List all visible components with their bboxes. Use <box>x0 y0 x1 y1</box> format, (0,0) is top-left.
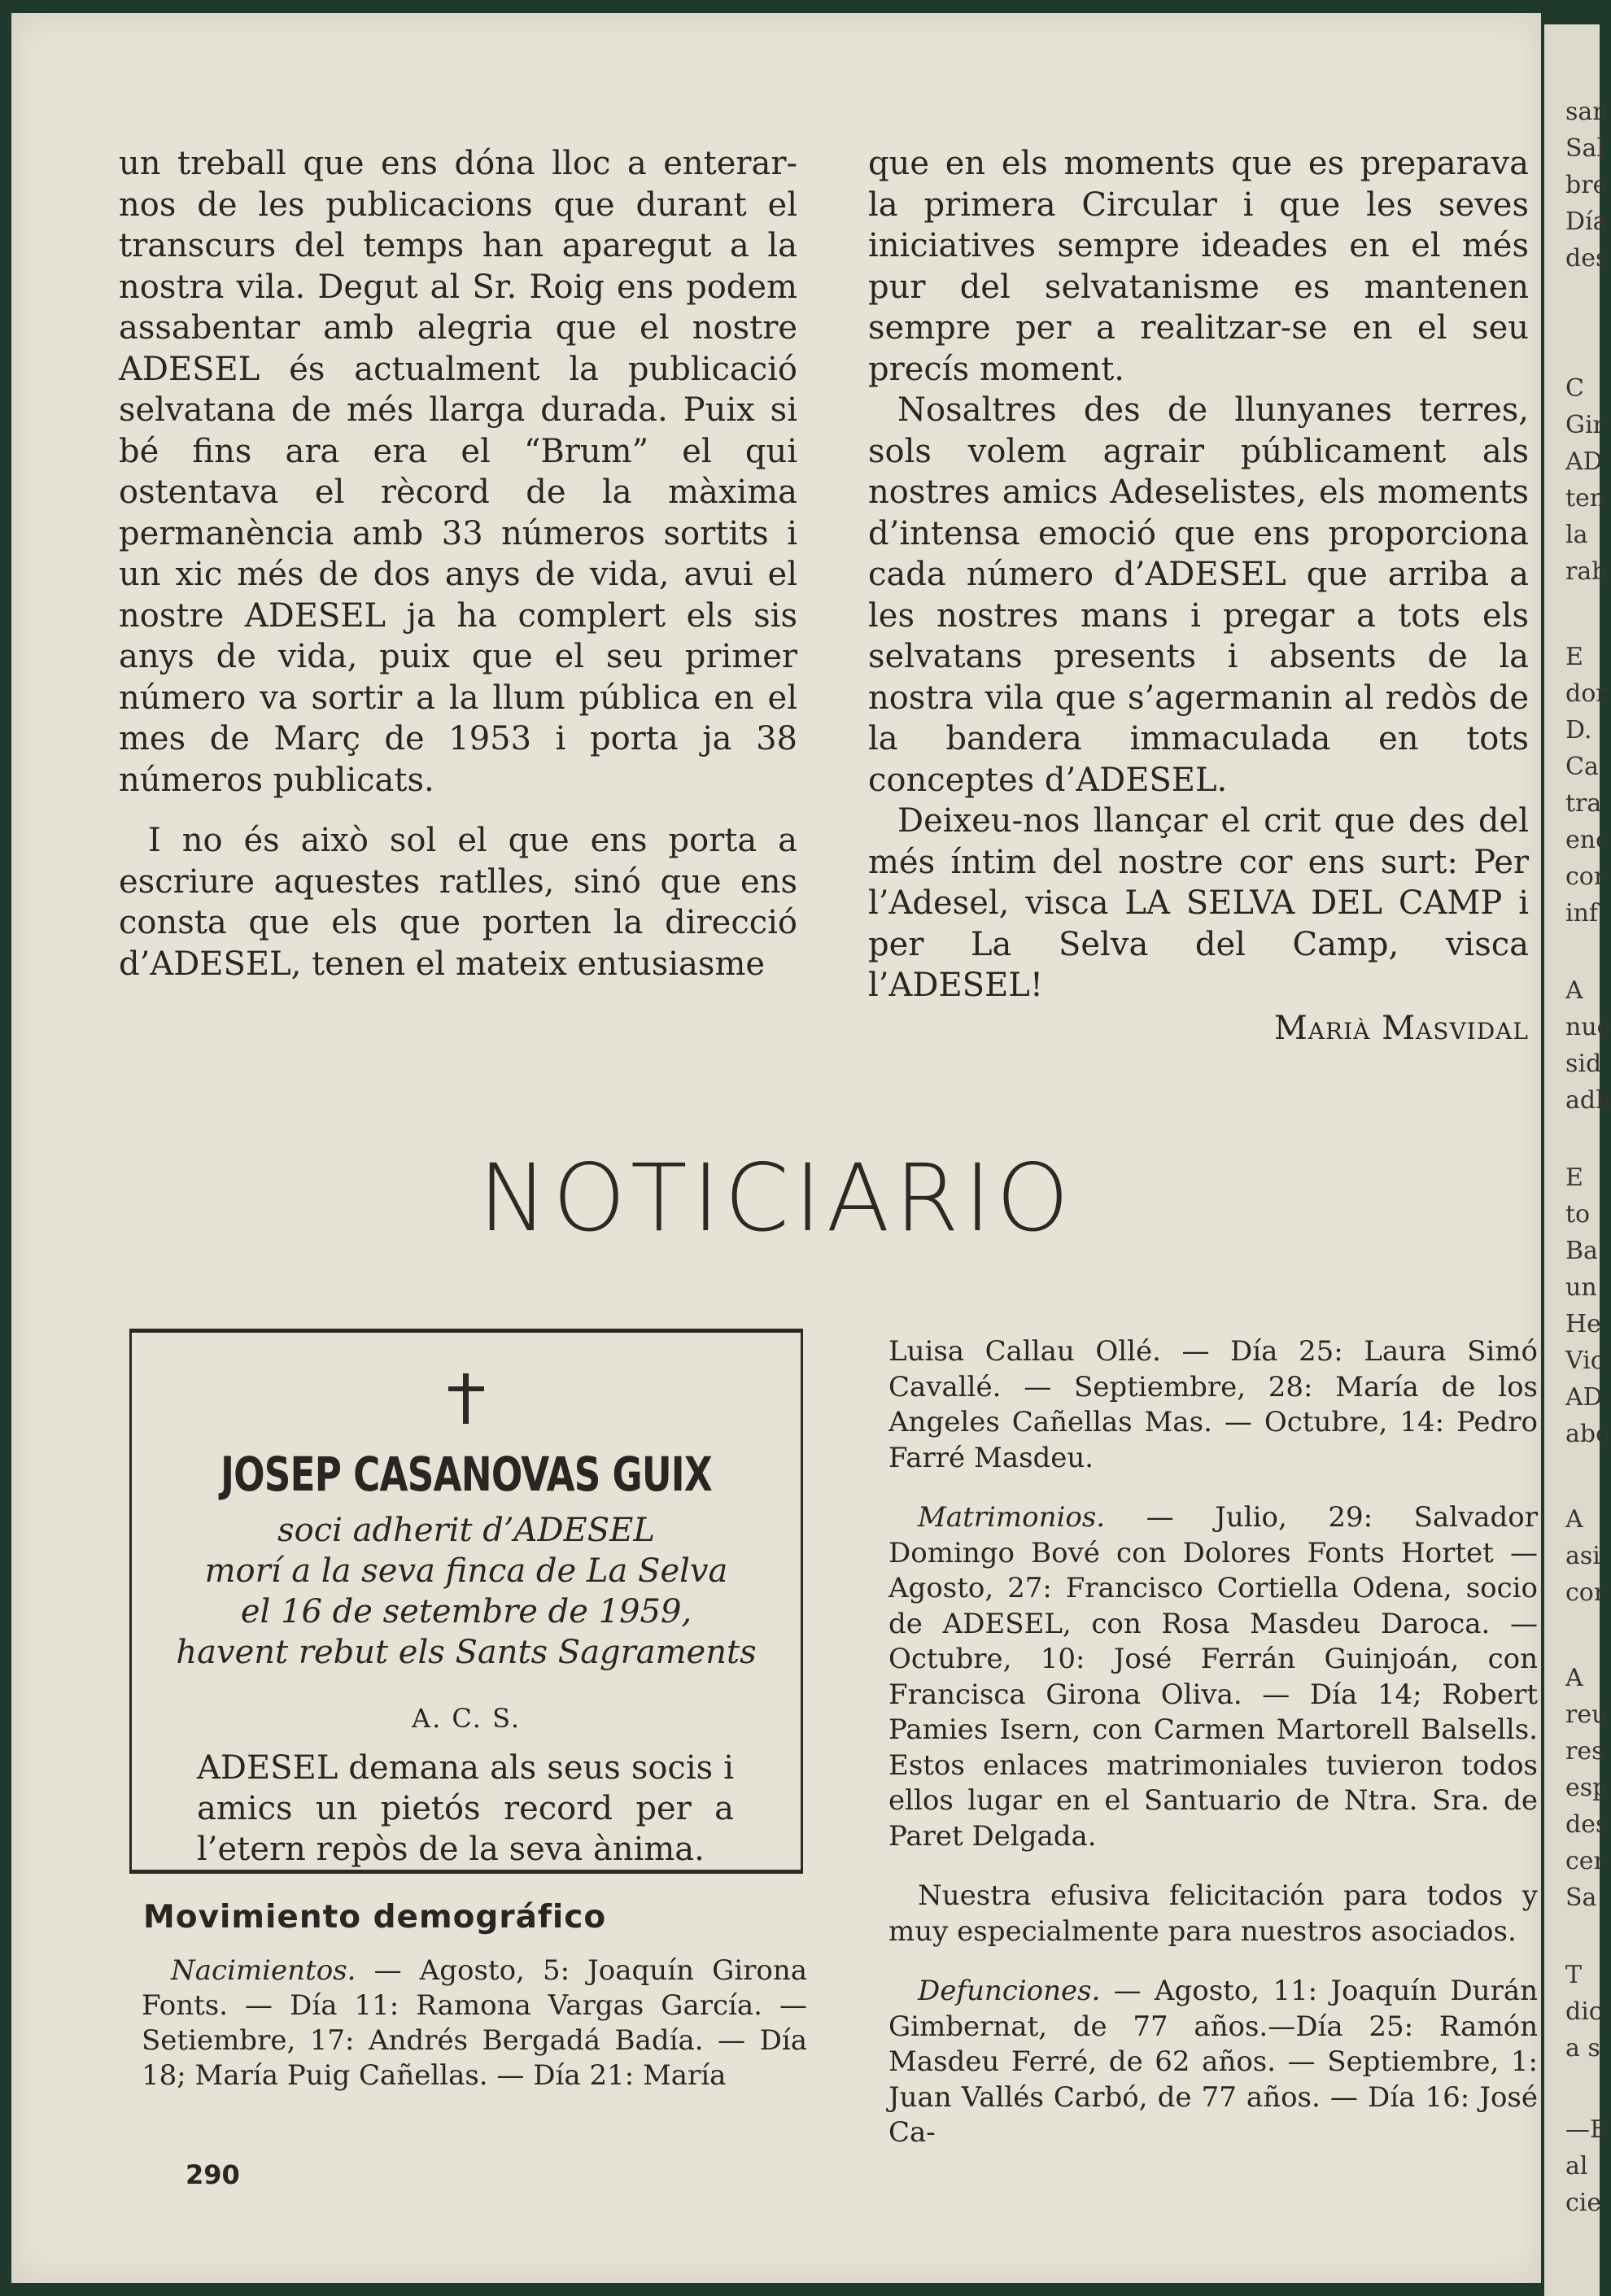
adjacent-page-text-fragment: to <box>1565 1200 1591 1229</box>
adjacent-page-text-fragment: des <box>1565 1810 1609 1839</box>
adjacent-page-text-fragment: AD <box>1565 1383 1603 1412</box>
adjacent-page-text-fragment: —E <box>1565 2115 1608 2144</box>
article-column-left <box>119 143 797 984</box>
adjacent-page-text-fragment: E <box>1565 643 1583 671</box>
obituary-request: ADESEL demana als seus socis i amics un pietós record per a l’etern repòs de la seva ànima. <box>197 1749 734 1868</box>
obituary-line: morí a la seva finca de La Selva <box>204 1552 728 1590</box>
obituary-text <box>132 1510 801 1673</box>
deaths-text: — Agosto, 11: Joaquín Durán Gimbernat, de 77 años.—Día 25: Ramón Masdeu Ferré, de 62 años. — Septiembre, 1: Juan Vallés Carbó, de 77 años. — Día 16: José Ca- <box>888 1975 1538 2149</box>
adjacent-page-text-fragment: tra <box>1565 789 1602 818</box>
adjacent-page-text-fragment: a s <box>1565 2034 1600 2062</box>
demographics-column-right <box>888 1334 1538 2151</box>
adjacent-page-text-fragment: A <box>1565 1505 1583 1534</box>
births-label: Nacimientos. <box>171 1954 356 1987</box>
obituary-line: el 16 de setembre de 1959, <box>240 1593 692 1630</box>
congratulations-paragraph: Nuestra efusiva felicitación para todos y muy especialmente para nuestros asociados. <box>888 1879 1538 1948</box>
article-signature: Marià Masvidal <box>1273 1009 1529 1047</box>
obituary-box <box>129 1329 803 1874</box>
adjacent-page-text-fragment: la <box>1565 521 1588 549</box>
adjacent-page-text-fragment: E <box>1565 1163 1583 1192</box>
adjacent-page-edge <box>1544 24 1611 2296</box>
adjacent-page-text-fragment: Ba <box>1565 1237 1598 1265</box>
adjacent-page-text-fragment: nue <box>1565 1013 1611 1041</box>
births-text: — Agosto, 5: Joaquín Girona Fonts. — Día 11: Ramona Vargas García. — Setiembre, 17: Andrés Bergadá Badía. — Día 18; María Puig Cañellas. — Día 21: María <box>142 1954 807 2092</box>
adjacent-page-text-fragment: cie <box>1565 2189 1602 2217</box>
adjacent-page-text-fragment: enc <box>1565 826 1609 854</box>
adjacent-page-text-fragment: reu <box>1565 1700 1608 1729</box>
page-number: 290 <box>186 2159 240 2190</box>
adjacent-page-text-fragment: He <box>1565 1310 1601 1338</box>
adjacent-page-text-fragment: des <box>1565 244 1609 273</box>
adjacent-page-text-fragment: rab <box>1565 557 1608 586</box>
adjacent-page-text-fragment: A <box>1565 1664 1583 1692</box>
adjacent-page-text-fragment: esp <box>1565 1774 1609 1802</box>
adjacent-page-text-fragment: res <box>1565 1737 1604 1766</box>
adjacent-page-text-fragment: D. <box>1565 716 1592 744</box>
adjacent-page-text-fragment: dic <box>1565 1997 1603 2026</box>
adjacent-page-text-fragment: Vic <box>1565 1347 1604 1375</box>
article-paragraph: que en els moments que es preparava la primera Circular i que les seves iniciatives sempre ideades en el més pur del selvatanisme es mantenen sempre per a realitzar-se en el seu precís moment. <box>868 145 1529 388</box>
adjacent-page-text-fragment: al <box>1565 2152 1588 2180</box>
adjacent-page-text-fragment: inf <box>1565 899 1599 928</box>
demographics-column-left <box>142 1953 807 2093</box>
marriages-paragraph <box>888 1500 1538 1854</box>
adjacent-page-text-fragment: sid <box>1565 1050 1602 1078</box>
adjacent-page-text-fragment: Sa <box>1565 1884 1597 1912</box>
adjacent-page-text-fragment: un <box>1565 1273 1597 1302</box>
births-paragraph <box>142 1953 807 2093</box>
marriages-text: — Julio, 29: Salvador Domingo Bové con Dolores Fonts Hortet — Agosto, 27: Francisco Cortiella Odena, socio de ADESEL, con Rosa Masdeu Daroca. — Octubre, 10: José Ferrán Guinjoán, con Francisca Girona Oliva. — Día 14; Robert Pamies Isern, con Carmen Martorell Balsells. Estos enlaces matrimoniales tuvieron todos ellos lugar en el Santuario de Ntra. Sra. de Paret Delgada. <box>888 1501 1538 1853</box>
adjacent-page-text-fragment: cor <box>1565 1578 1606 1607</box>
article-paragraph: Deixeu-nos llançar el crit que des del més íntim del nostre cor ens surt: Per l’Adesel, visca LA SELVA DEL CAMP i per La Selva del Camp, visca l’ADESEL! <box>868 802 1529 1004</box>
adjacent-page-text-fragment: A <box>1565 976 1583 1005</box>
obituary-name: JOSEP CASANOVAS GUIX <box>220 1447 712 1502</box>
adjacent-page-text-fragment: Ca <box>1565 753 1599 781</box>
article-paragraph: I no és això sol el que ens porta a escriure aquestes ratlles, sinó que ens consta que els que porten la direcció d’ADESEL, tenen el mateix entusiasme <box>119 822 797 983</box>
adjacent-page-text-fragment: asi <box>1565 1542 1600 1570</box>
article-paragraph: Nosaltres des de llunyanes terres, sols volem agrair públicament als nostres amics Adeselistes, els moments d’intensa emoció que ens proporciona cada número d’ADESEL que arriba a les nostres mans i pregar a tots els selvatans presents i absents de la nostra vila que s’agermanin al redòs de la bandera immaculada en tots conceptes d’ADESEL. <box>868 391 1529 799</box>
adjacent-page-text-fragment: Día <box>1565 207 1608 236</box>
adjacent-page-text-fragment: adh <box>1565 1086 1611 1115</box>
adjacent-page-text-fragment: abo <box>1565 1420 1611 1448</box>
adjacent-page-text-fragment: cor <box>1565 862 1606 891</box>
deaths-paragraph <box>888 1974 1538 2151</box>
adjacent-page-text-fragment: Gir <box>1565 411 1604 439</box>
cross-icon <box>448 1373 484 1424</box>
obituary-acs: A. C. S. <box>411 1703 522 1734</box>
magazine-page <box>11 13 1541 2283</box>
marriages-label: Matrimonios. <box>918 1501 1106 1534</box>
obituary-line: soci adherit d’ADESEL <box>277 1512 655 1549</box>
deaths-label: Defunciones. <box>918 1975 1101 2007</box>
adjacent-page-text-fragment: dor <box>1565 679 1608 708</box>
adjacent-page-text-fragment: san <box>1565 98 1609 126</box>
adjacent-page-text-fragment: T <box>1565 1961 1583 1989</box>
births-continuation: Luisa Callau Ollé. — Día 25: Laura Simó Cavallé. — Septiembre, 28: María de los Angeles Cañellas Mas. — Octubre, 14: Pedro Farré Masdeu. <box>888 1335 1538 1474</box>
adjacent-page-text-fragment: cer <box>1565 1847 1605 1875</box>
adjacent-page-text-fragment: bre <box>1565 171 1608 199</box>
adjacent-page-text-fragment: ten <box>1565 484 1606 513</box>
obituary-line: havent rebut els Sants Sagraments <box>176 1634 757 1671</box>
demographics-heading: Movimiento demográfico <box>143 1899 607 1936</box>
adjacent-page-text-fragment: AD <box>1565 447 1603 476</box>
adjacent-page-text-fragment: Sal <box>1565 134 1605 163</box>
article-paragraph: un treball que ens dóna lloc a enterar-nos de les publicacions que durant el transcurs del temps han aparegut a la nostra vila. Degut al Sr. Roig ens podem assabentar amb alegria que el nostre ADESEL és actualment la publicació selvatana de més llarga durada. Puix si bé fins ara era el “Brum” el qui ostentava el rècord de la màxima permanència amb 33 números sortits i un xic més de dos anys de vida, avui el nostre ADESEL ja ha complert els sis anys de vida, puix que el seu primer número va sortir a la llum pública en el mes de Març de 1953 i porta ja 38 números publicats. <box>119 145 797 799</box>
section-title: NOTICIARIO <box>478 1144 1075 1252</box>
article-column-right <box>868 143 1529 1049</box>
adjacent-page-text-fragment: C <box>1565 374 1584 403</box>
